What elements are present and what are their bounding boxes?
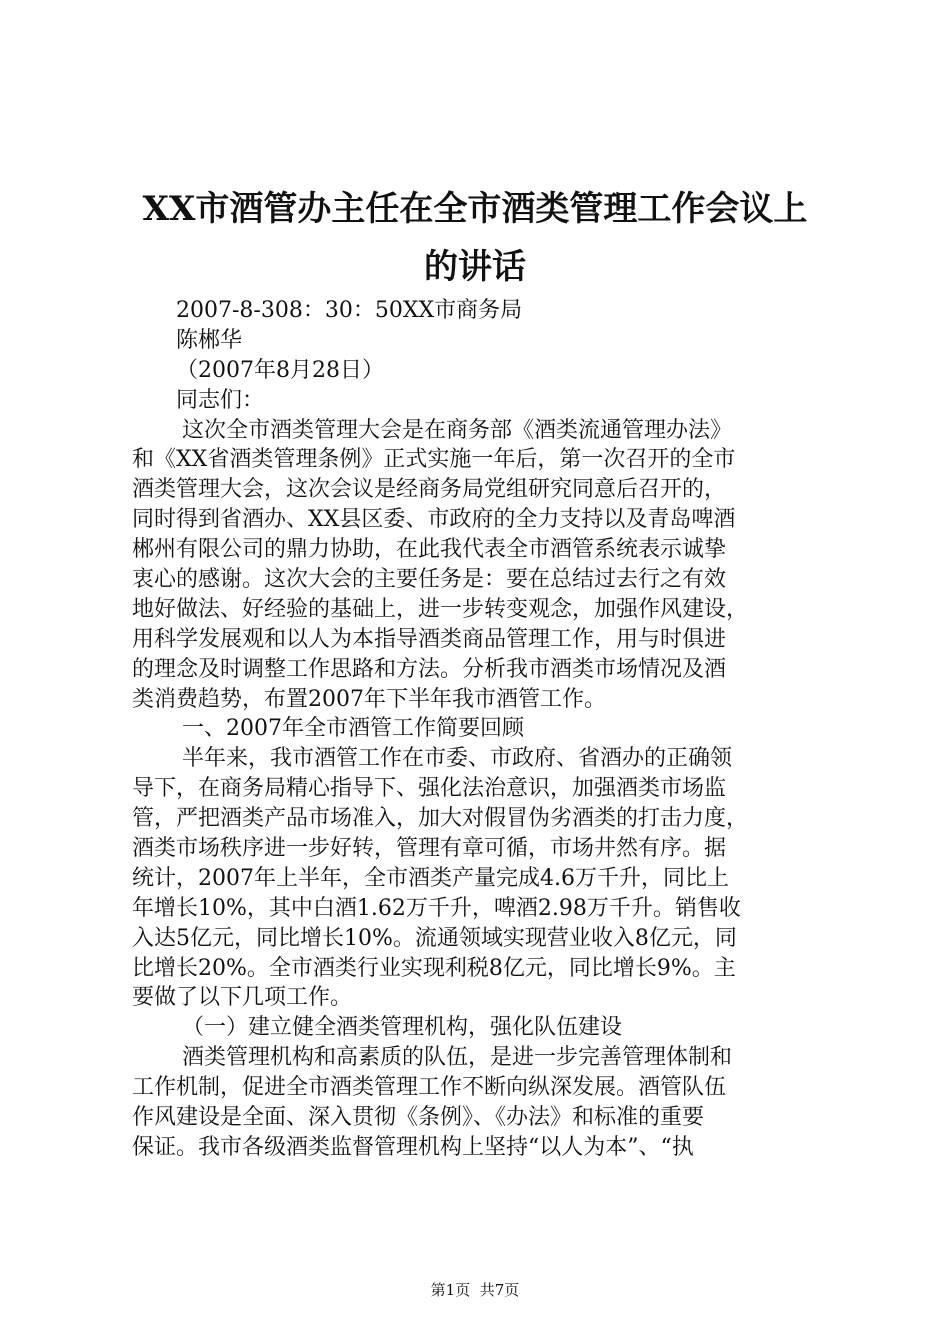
paragraph-line: 工作机制，促进全市酒类管理工作不断向纵深发展。酒管队伍	[132, 1075, 727, 1101]
paragraph-line: 导下，在商务局精心指导下、强化法治意识，加强酒类市场监	[132, 776, 727, 802]
document-body	[132, 296, 832, 1163]
paragraph-line: 衷心的感谢。这次大会的主要任务是：要在总结过去行之有效	[132, 567, 727, 593]
section-heading: 一、2007年全市酒管工作简要回顾	[182, 716, 524, 742]
paragraph-line: 比增长20%。全市酒类行业实现利税8亿元，同比增长9%。主	[132, 955, 736, 981]
page-number: 第1页	[430, 1281, 471, 1299]
document-title-line-2: 的讲话	[424, 247, 526, 287]
salutation: 同志们：	[176, 387, 265, 413]
document-title-line-1: XX市酒管办主任在全市酒类管理工作会议上	[142, 189, 808, 229]
paragraph-line: 郴州有限公司的鼎力协助，在此我代表全市酒管系统表示诚挚	[132, 537, 727, 563]
paragraph-line: 要做了以下几项工作。	[132, 985, 353, 1011]
paragraph-line: 的理念及时调整工作思路和方法。分析我市酒类市场情况及酒	[132, 656, 727, 682]
paragraph-line: 管，严把酒类产品市场准入，加大对假冒伪劣酒类的打击力度，	[132, 806, 749, 832]
paragraph-line: 入达5亿元，同比增长10%。流通领域实现营业收入8亿元，同	[132, 925, 737, 951]
paragraph-line: 地好做法、好经验的基础上，进一步转变观念，加强作风建设，	[132, 596, 749, 622]
page-total: 共7页	[479, 1281, 520, 1299]
paragraph-line: 保证。我市各级酒类监督管理机构上坚持“以人为本”、“执	[132, 1134, 694, 1160]
page-footer	[0, 1280, 950, 1300]
paragraph-line: 酒类管理大会，这次会议是经商务局党组研究同意后召开的，	[132, 477, 727, 503]
paragraph-line: 年增长10%，其中白酒1.62万千升，啤酒2.98万千升。销售收	[132, 895, 741, 921]
subsection-heading: （一）建立健全酒类管理机构，强化队伍建设	[182, 1015, 623, 1041]
paragraph-line: 同时得到省酒办、XX县区委、市政府的全力支持以及青岛啤酒	[132, 507, 736, 533]
paragraph-line: 类消费趋势，布置2007年下半年我市酒管工作。	[132, 686, 606, 712]
paragraph-line: 作风建设是全面、深入贯彻《条例》、《办法》和标准的重要	[132, 1105, 705, 1131]
paragraph-line: 半年来，我市酒管工作在市委、市政府、省酒办的正确领	[182, 746, 733, 772]
paragraph-line: 统计，2007年上半年，全市酒类产量完成4.6万千升，同比上	[132, 865, 729, 891]
author: 陈郴华	[176, 327, 243, 353]
paragraph-line: 这次全市酒类管理大会是在商务部《酒类流通管理办法》	[182, 417, 733, 443]
paragraph-line: 酒类市场秩序进一步好转，管理有章可循，市场井然有序。据	[132, 836, 727, 862]
paragraph-line: 用科学发展观和以人为本指导酒类商品管理工作，用与时俱进	[132, 626, 727, 652]
paragraph-line: 和《XX省酒类管理条例》正式实施一年后，第一次召开的全市	[132, 447, 736, 473]
paragraph-line: 酒类管理机构和高素质的队伍，是进一步完善管理体制和	[182, 1045, 733, 1071]
speech-date: （2007年8月28日）	[176, 357, 384, 383]
datetime-source: 2007-8-308：30：50XX市商务局	[176, 298, 523, 323]
